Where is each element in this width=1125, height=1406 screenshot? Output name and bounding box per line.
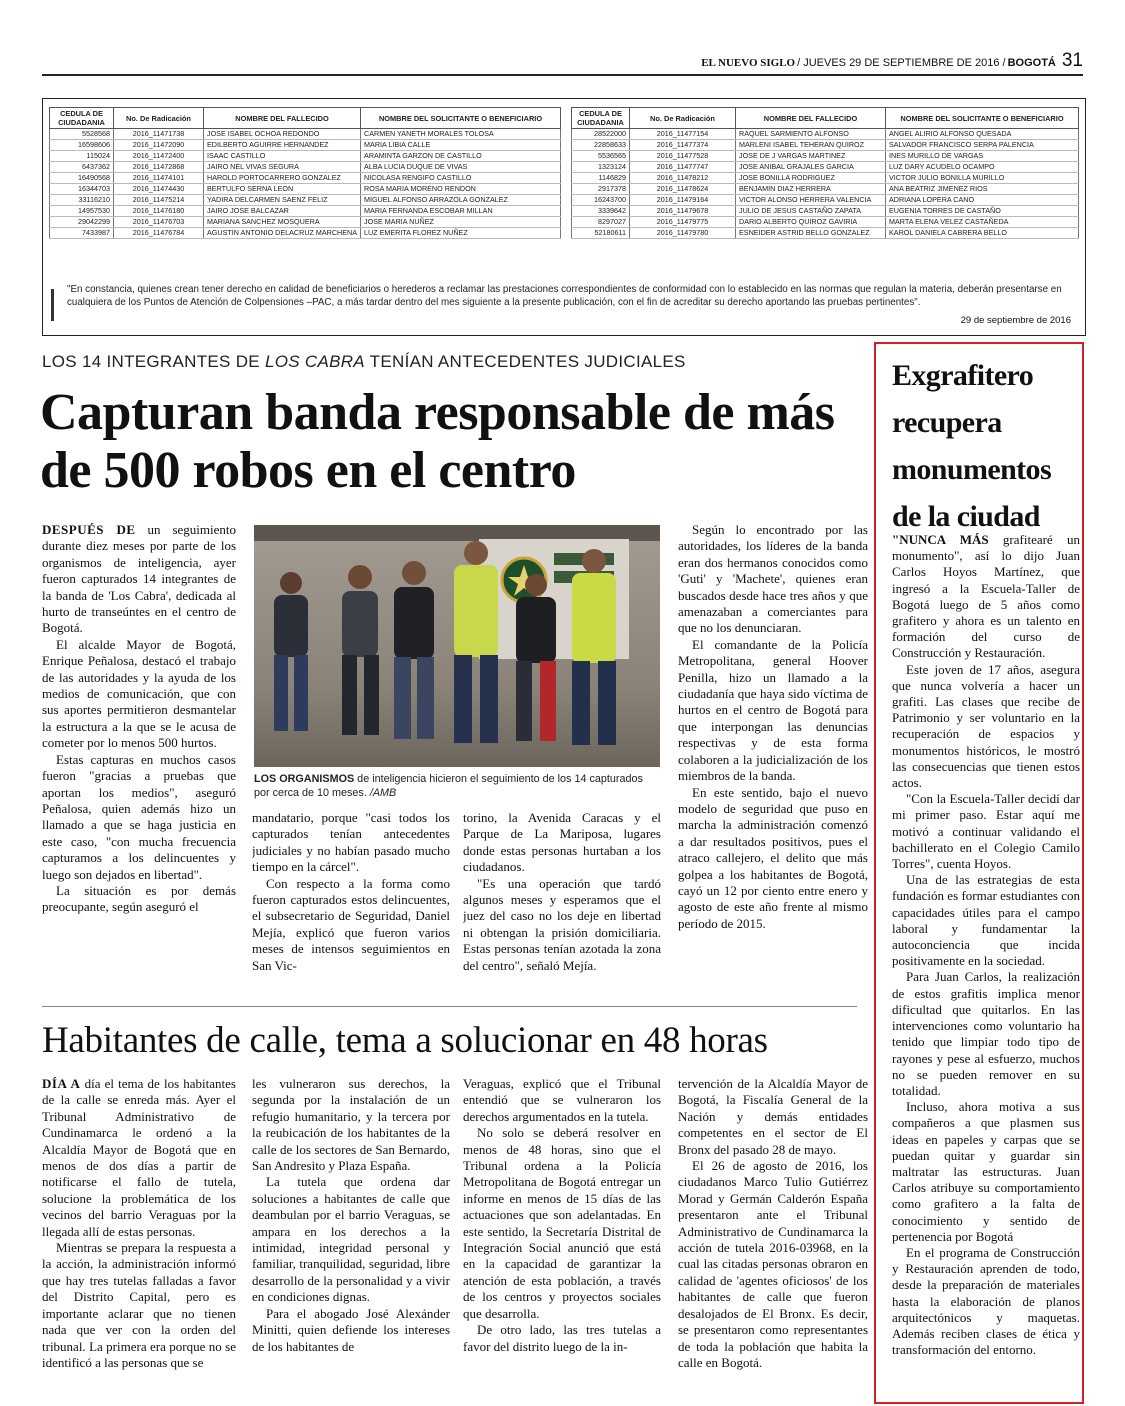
- article-photo: [254, 525, 660, 767]
- cedula-cell: 16490568: [50, 173, 114, 184]
- paragraph-text: grafitearé un monumento", así lo dijo Juan Carlos Hoyos Martínez, que ingresó a la Escuela-Taller de Bogotá luego de 5 años como grafitero y ahora es un talento en formación del curso de Construcción y Restauración.: [892, 532, 1080, 661]
- newspaper-name: EL NUEVO SIGLO: [701, 57, 796, 69]
- paragraph: Con respecto a la forma como fueron capturados estos delincuentes, el subsecretario de Seguridad, Daniel Mejía, explicó que fueron varios meses de intensos seguimientos en San Vic-: [252, 875, 450, 973]
- fallecido-cell: MARLENI ISABEL TEHERAN QUIROZ: [736, 140, 886, 151]
- fallecido-cell: JOSE DE J VARGAS MARTINEZ: [736, 151, 886, 162]
- paragraph: El alcalde Mayor de Bogotá, Enrique Peñalosa, destacó el trabajo de las autoridades y la ayuda de los medios de comunicación, que con sus aportes permitieron desmantelar la estructura a la que se le acusa de cometer por lo menos 500 hurtos.: [42, 636, 236, 751]
- solicitante-cell: CARMEN YANETH MORALES TOLOSA: [361, 129, 561, 140]
- cedula-cell: 8297027: [572, 217, 630, 228]
- paragraph: En este sentido, bajo el nuevo modelo de seguridad que puso en marcha la administración comenzó a dar resultados positivos, pues el atraco callejero, el delito que más golpea a los habitantes de Bogotá, cayó un 12 por ciento entre enero y agosto de este año frente al mismo período de 2015.: [678, 784, 868, 931]
- section-divider: [42, 1006, 857, 1007]
- table-row: [50, 228, 561, 239]
- radicacion-cell: 2016_11479780: [630, 228, 736, 239]
- photo-caption: [254, 772, 660, 800]
- cedula-cell: 16598606: [50, 140, 114, 151]
- cedula-cell: 33116210: [50, 195, 114, 206]
- paragraph: La tutela que ordena dar soluciones a habitantes de calle que deambulan por el barrio Veraguas, se ampara en los derechos a la intimidad, integridad personal y familiar, tranquilidad, seguridad, libre desarrollo de la personalidad y a vivir en condiciones dignas.: [252, 1174, 450, 1305]
- fallecido-cell: JOSE ANIBAL GRAJALES GARCIA: [736, 162, 886, 173]
- sidebar-body: [892, 532, 1080, 1400]
- article-column: [252, 810, 450, 984]
- photo-credit: /AMB: [369, 787, 397, 799]
- paragraph: Mientras se prepara la respuesta a la acción, la administración informó que hay tres tutelas falladas a favor del Distrito Capital, pero es importante aclarar que no tienen nada que ver con la orden del tribunal. La primera era porque no se identificó a las personas que se: [42, 1240, 236, 1370]
- paragraph: No solo se deberá resolver en menos de 48 horas, sino que el Tribunal ordena a la Policía Metropolitana de Bogotá entregar un informe en menos de 15 días de las actuaciones que son adelantadas. En este sentido, la Secretaría Distrital de Integración Social anunció que está en la capacidad de garantizar la atención de esta población, a través de los centros y proyectos sociales que desarrolla.: [463, 1125, 661, 1321]
- paragraph: Para el abogado José Alexánder Minitti, quien defiende los intereses de los habitantes de: [252, 1305, 450, 1354]
- fallecido-cell: YADIRA DELCARMEN SAENZ FELIZ: [204, 195, 361, 206]
- fallecido-cell: VICTOR ALONSO HERRERA VALENCIA: [736, 195, 886, 206]
- cedula-cell: 115024: [50, 151, 114, 162]
- paragraph: [42, 1076, 236, 1240]
- kicker-text: TENÍAN ANTECEDENTES JUDICIALES: [364, 352, 686, 371]
- table-row: [572, 217, 1079, 228]
- table-row: [572, 151, 1079, 162]
- solicitante-cell: ROSA MARIA MORENO RENDON: [361, 184, 561, 195]
- radicacion-cell: 2016_11477528: [630, 151, 736, 162]
- notice-date: 29 de septiembre de 2016: [960, 315, 1071, 326]
- solicitante-cell: JOSE MARIA NUÑEZ: [361, 217, 561, 228]
- page-masthead: [701, 50, 1083, 72]
- table-row: [572, 228, 1079, 239]
- table-row: [572, 206, 1079, 217]
- article-kicker: [42, 352, 686, 372]
- notice-table-right: [571, 107, 1079, 239]
- paragraph: torino, la Avenida Caracas y el Parque de La Mariposa, lugares donde estas personas hurtaban a los ciudadanos.: [463, 810, 661, 875]
- article-column: [42, 522, 236, 984]
- kicker-gang-name: LOS CABRA: [264, 352, 365, 371]
- table-row: [572, 173, 1079, 184]
- col-header-solicitante: NOMBRE DEL SOLICITANTE O BENEFICIARIO: [886, 108, 1079, 129]
- fallecido-cell: JOSE BONILLA RODRIGUEZ: [736, 173, 886, 184]
- col-header-fallecido: NOMBRE DEL FALLECIDO: [736, 108, 886, 129]
- table-row: [50, 206, 561, 217]
- solicitante-cell: INES MURILLO DE VARGAS: [886, 151, 1079, 162]
- radicacion-cell: 2016_11477374: [630, 140, 736, 151]
- solicitante-cell: LUZ DARY ACUDELO OCAMPO: [886, 162, 1079, 173]
- lead-in: DESPUÉS DE: [42, 522, 136, 537]
- fallecido-cell: BENJAMIN DIAZ HERRERA: [736, 184, 886, 195]
- cedula-cell: 28522000: [572, 129, 630, 140]
- notice-quote-bar: [51, 289, 54, 321]
- radicacion-cell: 2016_11472868: [114, 162, 204, 173]
- solicitante-cell: ADRIANA LOPERA CANO: [886, 195, 1079, 206]
- table-row: [50, 217, 561, 228]
- radicacion-cell: 2016_11479678: [630, 206, 736, 217]
- fallecido-cell: AGUSTIN ANTONIO DELACRUZ MARCHENA: [204, 228, 361, 239]
- cedula-cell: 22858633: [572, 140, 630, 151]
- cedula-cell: 29042299: [50, 217, 114, 228]
- col-header-cedula: CEDULA DE CIUDADANIA: [50, 108, 114, 129]
- solicitante-cell: ANGEL ALIRIO ALFONSO QUESADA: [886, 129, 1079, 140]
- caption-text: de inteligencia hicieron el seguimiento de los 14 capturados por cerca de 10 meses.: [254, 773, 643, 799]
- table-row: [50, 151, 561, 162]
- paragraph: Veraguas, explicó que el Tribunal entendió que se vulneraron los derechos argumentados en la tutela.: [463, 1076, 661, 1124]
- solicitante-cell: LUZ EMERITA FLOREZ NUÑEZ: [361, 228, 561, 239]
- paragraph: El comandante de la Policía Metropolitana, general Hoover Penilla, hizo un llamado a la ciudadanía que haya sido víctima de hurtos en el centro de Bogotá para que interpongan las denuncias respectivas y de esta forma colaboren a la judicialización de los miembros de la banda.: [678, 636, 868, 784]
- notice-table-body: [572, 129, 1079, 239]
- solicitante-cell: SALVADOR FRANCISCO SERPA PALENCIA: [886, 140, 1079, 151]
- table-row: [50, 129, 561, 140]
- solicitante-cell: MARTA ELENA VELEZ CASTAÑEDA: [886, 217, 1079, 228]
- solicitante-cell: KAROL DANIELA CABRERA BELLO: [886, 228, 1079, 239]
- cedula-cell: 14957530: [50, 206, 114, 217]
- radicacion-cell: 2016_11478624: [630, 184, 736, 195]
- fallecido-cell: BERTULFO SERNA LEON: [204, 184, 361, 195]
- cedula-cell: 16344703: [50, 184, 114, 195]
- radicacion-cell: 2016_11479164: [630, 195, 736, 206]
- table-row: [572, 140, 1079, 151]
- table-row: [50, 162, 561, 173]
- radicacion-cell: 2016_11476784: [114, 228, 204, 239]
- radicacion-cell: 2016_11478212: [630, 173, 736, 184]
- table-row: [572, 129, 1079, 140]
- solicitante-cell: VICTOR JULIO BONILLA MURILLO: [886, 173, 1079, 184]
- radicacion-cell: 2016_11474430: [114, 184, 204, 195]
- paragraph: Estas capturas en muchos casos fueron "gracias a pruebas que aportan los medios", aseguró Peñalosa, quien además hizo un llamado a que se haga justicia en este caso, "con mucha frecuencia capturamos a los delincuentes y luego son dejados en libertad".: [42, 751, 236, 882]
- radicacion-cell: 2016_11477747: [630, 162, 736, 173]
- lead-in: "NUNCA MÁS: [892, 532, 989, 547]
- col-header-radicacion: No. De Radicación: [630, 108, 736, 129]
- solicitante-cell: MIGUEL ALFONSO ARRAZOLA GONZALEZ: [361, 195, 561, 206]
- sidebar-headline: Exgrafitero recupera monumentos de la ciudad: [892, 359, 1052, 533]
- radicacion-cell: 2016_11476180: [114, 206, 204, 217]
- fallecido-cell: JOSE ISABEL OCHOA REDONDO: [204, 129, 361, 140]
- lead-in: DÍA A: [42, 1076, 81, 1091]
- col-header-radicacion: No. De Radicación: [114, 108, 204, 129]
- solicitante-cell: MARIA LIBIA CALLE: [361, 140, 561, 151]
- radicacion-cell: 2016_11479775: [630, 217, 736, 228]
- radicacion-cell: 2016_11472090: [114, 140, 204, 151]
- table-row: [50, 173, 561, 184]
- paragraph: El 26 de agosto de 2016, los ciudadanos Marco Tulio Gutiérrez Morad y Germán Calderón España presentaron ante el Tribunal Administrativo de Cundinamarca la acción de tutela 2016-03968, en la cual las citadas personas obraron en calidad de 'agentes oficiosos' de los habitantes de calle que fueron desalojados de El Bronx. Es decir, se presentaron como representantes de toda la población que habita la calle en Bogotá.: [678, 1158, 868, 1370]
- table-row: [572, 195, 1079, 206]
- fallecido-cell: RAQUEL SARMIENTO ALFONSO: [736, 129, 886, 140]
- table-row: [572, 162, 1079, 173]
- paragraph: mandatario, porque "casi todos los capturados tenían antecedentes judiciales y no habían pasado mucho tiempo en la cárcel".: [252, 810, 450, 875]
- sidebar-article: [874, 342, 1084, 1404]
- article-column: [463, 1076, 661, 1398]
- caption-lead: LOS ORGANISMOS: [254, 773, 355, 785]
- radicacion-cell: 2016_11471738: [114, 129, 204, 140]
- cedula-cell: 52180611: [572, 228, 630, 239]
- cedula-cell: 2917378: [572, 184, 630, 195]
- solicitante-cell: MARIA FERNANDA ESCOBAR MILLAN: [361, 206, 561, 217]
- solicitante-cell: ALBA LUCIA DUQUE DE VIVAS: [361, 162, 561, 173]
- fallecido-cell: HAROLD PORTOCARRERO GONZALEZ: [204, 173, 361, 184]
- radicacion-cell: 2016_11475214: [114, 195, 204, 206]
- fallecido-cell: DARIO ALBERTO QUIROZ GAVIRIA: [736, 217, 886, 228]
- paragraph: "Con la Escuela-Taller decidí dar mi primer paso. Estar aquí me motivó a continuar validando el bachillerato en el Colegio Camilo Torres", cuenta Hoyos.: [892, 791, 1080, 872]
- solicitante-cell: ANA BEATRIZ JIMENEZ RIOS: [886, 184, 1079, 195]
- paragraph: les vulneraron sus derechos, la segunda por la instalación de un refugio humanitario, y la tercera por la reubicación de los habitantes de la calle de los sectores de San Bernardo, San Andresito y Plaza España.: [252, 1076, 450, 1174]
- article-column: [678, 1076, 868, 1398]
- issue-date: / JUEVES 29 DE SEPTIEMBRE DE 2016 /: [797, 57, 1006, 69]
- paragraph: De otro lado, las tres tutelas a favor del distrito luego de la in-: [463, 1322, 661, 1354]
- article-headline: Capturan banda responsable de más de 500 robos en el centro: [40, 384, 835, 499]
- paragraph: Incluso, ahora motiva a sus compañeros a que plasmen sus ideas en papeles y carpas que se puedan quitar y guardar sin maltratar las estructuras. Juan Carlos atribuye su comportamiento como grafitero a la falta de conocimiento y sentido de pertenencia por Bogotá: [892, 1099, 1080, 1244]
- solicitante-cell: ARAMINTA GARZON DE CASTILLO: [361, 151, 561, 162]
- cedula-cell: 6437362: [50, 162, 114, 173]
- radicacion-cell: 2016_11477154: [630, 129, 736, 140]
- notice-table-body: [50, 129, 561, 239]
- solicitante-cell: EUGENIA TORRES DE CASTAÑO: [886, 206, 1079, 217]
- table-row: [572, 184, 1079, 195]
- col-header-solicitante: NOMBRE DEL SOLICITANTE O BENEFICIARIO: [361, 108, 561, 129]
- cedula-cell: 16243700: [572, 195, 630, 206]
- paragraph: [42, 522, 236, 637]
- paragraph: Una de las estrategias de esta fundación es formar estudiantes con capacidades útiles para el campo laboral y fundamentar la autoconciencia que incida positivamente en la sociedad.: [892, 872, 1080, 969]
- paragraph: Este joven de 17 años, asegura que nunca volvería a hacer un grafiti. Las clases que recibe de Patrimonio y ser voluntario en la recuperación de espacios y monumentos históricos, le mostró las consecuencias que tienen estos actos.: [892, 661, 1080, 791]
- fallecido-cell: ISAAC CASTILLO: [204, 151, 361, 162]
- article-column: [678, 522, 868, 984]
- paragraph: En el programa de Construcción y Restauración aprenden de todo, desde la preparación de materiales hasta la elaboración de planos arquitectónicos y maquetas. Además reciben clases de ética y transformación del entorno.: [892, 1244, 1080, 1358]
- paragraph: "Es una operación que tardó algunos meses y esperamos que el juez del caso no los deje en libertad ni obtengan la prisión domiciliaria. Estas personas tenían azotada la zona del centro", señaló Mejía.: [463, 875, 661, 973]
- notice-table-left: [49, 107, 561, 239]
- cedula-cell: 5536565: [572, 151, 630, 162]
- col-header-fallecido: NOMBRE DEL FALLECIDO: [204, 108, 361, 129]
- table-row: [50, 184, 561, 195]
- page-number: 31: [1061, 50, 1083, 71]
- paragraph: Según lo encontrado por las autoridades, los líderes de la banda eran dos hermanos conocidos como 'Guti' y 'Machete', quienes eran buscados desde hace tres años y que amenazaban a comerciantes para que no los denunciaran.: [678, 522, 868, 636]
- masthead-rule: [42, 74, 1083, 76]
- paragraph-text: día el tema de los habitantes de la calle se enreda más. Ayer el Tribunal Administrativo de Cundinamarca le ordenó a la Alcaldía Mayor de Bogotá que en menos de dos días a partir de notificarse el fallo de tutela, solucione la problemática de los vecinos del barrio Veraguas por la llegada allí de estas personas.: [42, 1076, 236, 1239]
- article-column: [463, 810, 661, 984]
- paragraph: tervención de la Alcaldía Mayor de Bogotá, la Fiscalía General de la Nación y demás entidades competentes en el sector de El Bronx del pasado 28 de mayo.: [678, 1076, 868, 1157]
- radicacion-cell: 2016_11476703: [114, 217, 204, 228]
- fallecido-cell: EDILBERTO AGUIRRE HERNANDEZ: [204, 140, 361, 151]
- police-arrest-photo: [254, 525, 660, 767]
- fallecido-cell: MARIANA SANCHEZ MOSQUERA: [204, 217, 361, 228]
- solicitante-cell: NICOLASA RENGIFO CASTILLO: [361, 173, 561, 184]
- notice-text: "En constancia, quienes crean tener derecho en calidad de beneficiarios o herederos a reclamar las prestaciones correspondientes de conformidad con lo establecido en las normas que regulan la materia, deberán presentarse en cualquiera de los Puntos de Atención de Colpensiones –PAC, a más tardar dentro del mes siguiente a la presente publicación, con el fin de acreditar su derecho aportando las pruebas pertinentes".: [67, 284, 1062, 308]
- paragraph-text: un seguimiento durante diez meses por parte de los organismos de inteligencia, ayer fueron capturados 14 integrantes de la banda de 'Los Cabra', dedicada al hurto de transeúntes en el centro de Bogotá.: [42, 522, 236, 636]
- article-column: [42, 1076, 236, 1398]
- paragraph: La situación es por demás preocupante, según aseguró el: [42, 882, 236, 915]
- fallecido-cell: ESNEIDER ASTRID BELLO GONZALEZ: [736, 228, 886, 239]
- kicker-text: LOS 14 INTEGRANTES DE: [42, 352, 265, 371]
- cedula-cell: 7433987: [50, 228, 114, 239]
- cedula-cell: 1146829: [572, 173, 630, 184]
- radicacion-cell: 2016_11472400: [114, 151, 204, 162]
- cedula-cell: 1323124: [572, 162, 630, 173]
- cedula-cell: 5528568: [50, 129, 114, 140]
- section-city: BOGOTÁ: [1007, 57, 1056, 69]
- fallecido-cell: JULIO DE JESUS CASTAÑO ZAPATA: [736, 206, 886, 217]
- article-column: [252, 1076, 450, 1398]
- radicacion-cell: 2016_11474101: [114, 173, 204, 184]
- paragraph: Para Juan Carlos, la realización de estos grafitis implica menor dificultad que quitarlos. En las intervenciones como voluntario ha tenido que limpiar todo tipo de rayones y pese al esfuerzo, muchos no se pueden remover en su totalidad.: [892, 969, 1080, 1098]
- cedula-cell: 3339642: [572, 206, 630, 217]
- table-row: [50, 140, 561, 151]
- article-headline: Habitantes de calle, tema a solucionar en 48 horas: [42, 1020, 768, 1061]
- col-header-cedula: CEDULA DE CIUDADANIA: [572, 108, 630, 129]
- colpensiones-notice: [42, 98, 1086, 336]
- paragraph: [892, 532, 1080, 662]
- fallecido-cell: JAIRO NEL VIVAS SEGURA: [204, 162, 361, 173]
- fallecido-cell: JAIRO JOSE BALCAZAR: [204, 206, 361, 217]
- table-row: [50, 195, 561, 206]
